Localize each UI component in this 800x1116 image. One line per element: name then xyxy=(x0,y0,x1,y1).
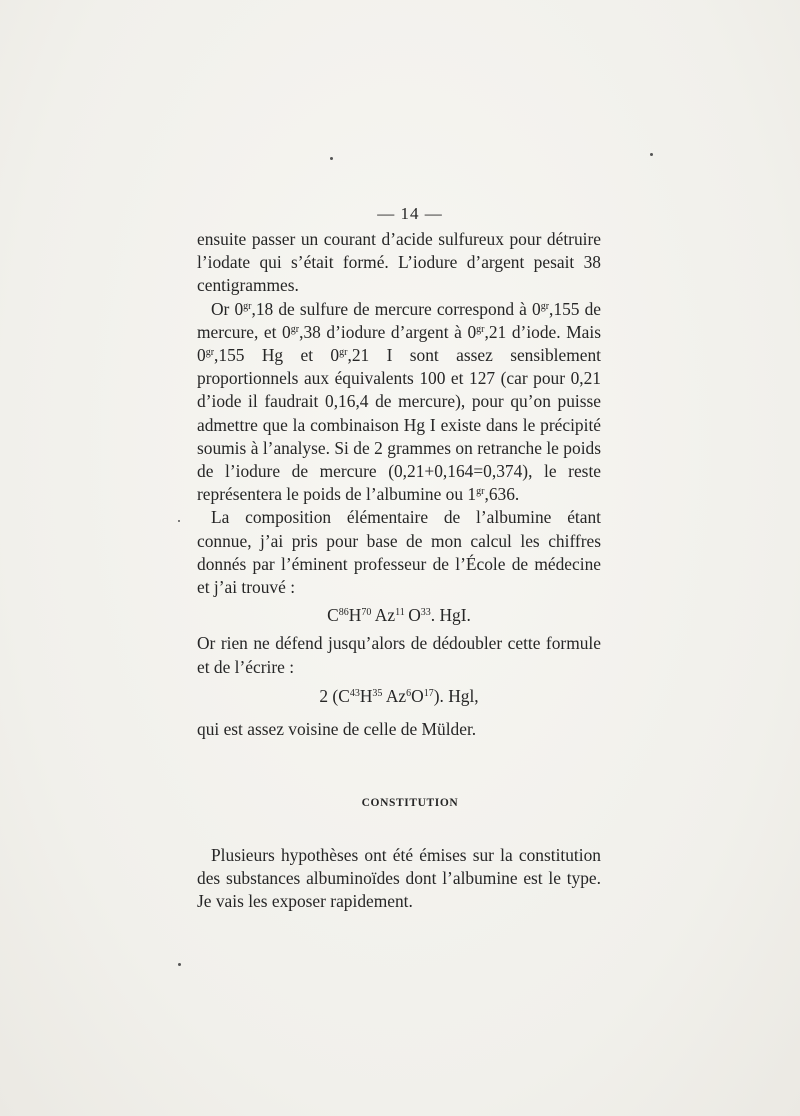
text-run: ,155 Hg et 0 xyxy=(214,345,340,366)
paragraph-3: La composition élémentaire de l’albumine étant connue, j’ai pris pour base de mon calcul les chiffres donnés par l’éminent professeur de l’École de médecine et j’ai trouvé : xyxy=(197,507,601,598)
formula-prefix: 2 (C xyxy=(319,685,350,706)
gram-abbrev: gr xyxy=(339,347,348,359)
element-symbol: O xyxy=(411,685,424,706)
text-run: ,636. xyxy=(484,484,520,505)
atom-count: 70 xyxy=(361,607,372,619)
element-symbol: Az xyxy=(385,685,407,706)
gram-abbrev: gr xyxy=(205,347,215,359)
element-symbol: H xyxy=(359,685,373,706)
gram-abbrev: gr xyxy=(290,323,300,335)
formula-tail: . HgI. xyxy=(430,605,471,626)
element-symbol: O xyxy=(408,605,421,626)
text-run: ,155 de mercure, et 0 xyxy=(197,298,601,342)
atom-count: 33 xyxy=(420,607,431,619)
paragraph-1: ensuite passer un courant d’acide sulfureux pour détruire l’iodate qui s’était formé. L’iodure d’argent pesait 38 centigrammes. xyxy=(197,229,601,296)
paragraph-5: qui est assez voisine de celle de Mülder. xyxy=(197,719,477,740)
atom-count: 11 xyxy=(395,607,405,619)
ink-speck xyxy=(178,963,181,966)
text-run: ,18 de sulfure de mercure correspond à 0 xyxy=(251,298,541,319)
element-symbol: Az xyxy=(374,605,396,626)
closing-text xyxy=(197,844,601,914)
gram-abbrev: gr xyxy=(476,323,485,335)
ink-speck xyxy=(178,520,180,522)
element-symbol: H xyxy=(348,605,362,626)
atom-count: 43 xyxy=(349,687,360,699)
gram-abbrev: gr xyxy=(476,486,485,498)
text-run: ,21 d’iode. Mais 0 xyxy=(197,321,601,366)
ink-speck xyxy=(330,157,333,160)
formula-split xyxy=(197,685,601,708)
atom-count: 17 xyxy=(423,687,434,699)
text-run: ,21 I sont assez sensiblement proportionnels aux équivalents 100 et 127 (car pour 0,21 d’iode il faudrait 0,16,4 de mercure), pour qu’on puisse admettre que la combinaison Hg I existe dans le précipité soumis à l’analyse. Si de 2 grammes on retranche le poids de l’iodure de mercure (0,21+0,164=0,374), le reste représentera le poids de l’albumine ou 1 xyxy=(197,345,601,505)
formula-tail: ). Hgl, xyxy=(433,685,479,706)
gram-abbrev: gr xyxy=(540,300,550,312)
atom-count: 35 xyxy=(372,687,383,699)
atom-count: 86 xyxy=(338,607,349,619)
text-run: Or 0 xyxy=(211,298,244,319)
body-text xyxy=(197,228,601,741)
page-number: — 14 — xyxy=(377,204,443,223)
paragraph-2 xyxy=(197,298,601,507)
section-heading: CONSTITUTION xyxy=(361,797,459,809)
paragraph-6: Plusieurs hypothèses ont été émises sur la constitution des substances albuminoïdes dont l’albumine est le type. Je vais les exposer rapidement. xyxy=(197,845,601,912)
ink-speck xyxy=(650,153,653,156)
atom-count: 6 xyxy=(406,687,412,699)
formula-albumine xyxy=(197,604,601,627)
paragraph-4: Or rien ne défend jusqu’alors de dédoubler cette formule et de l’écrire : xyxy=(197,633,601,677)
element-symbol: C xyxy=(327,605,339,626)
gram-abbrev: gr xyxy=(243,300,252,312)
text-run: ,38 d’iodure d’argent à 0 xyxy=(299,321,477,342)
